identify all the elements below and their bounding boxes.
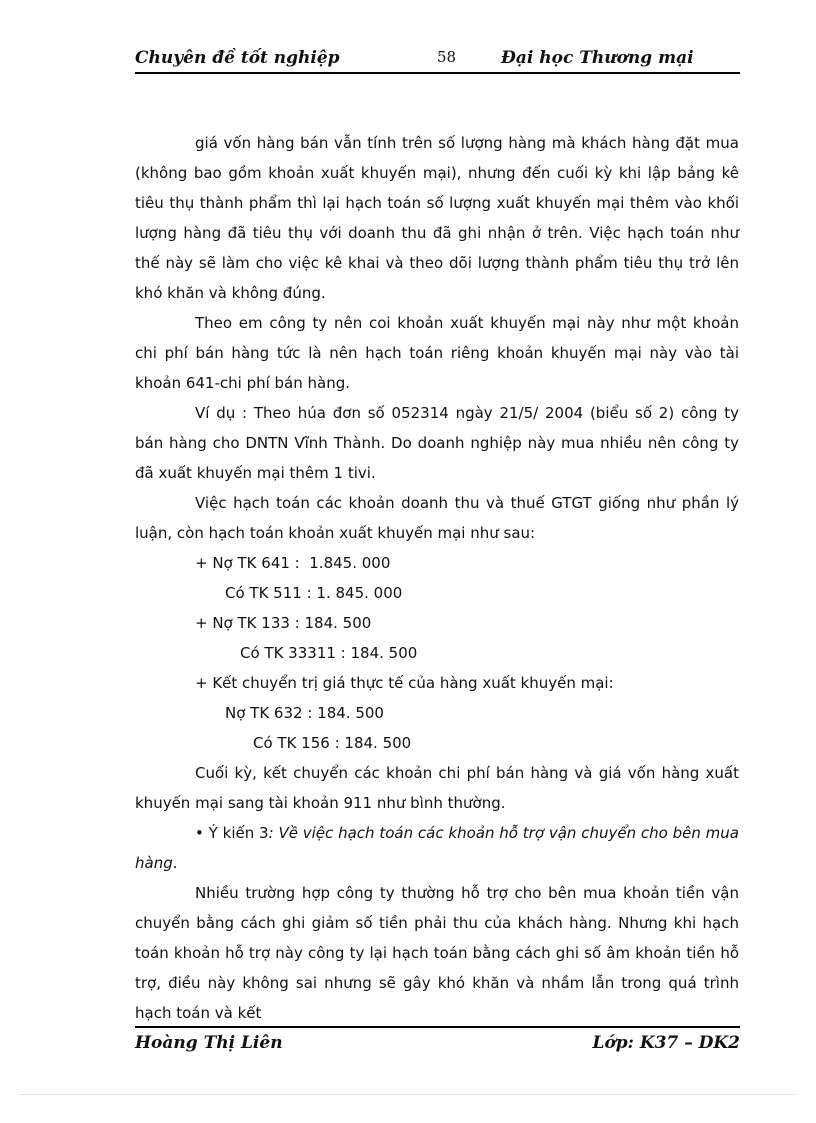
paragraph-1: giá vốn hàng bán vẫn tính trên số lượng hàng mà khách hàng đặt mua (không bao gồm khoản xuất khuyến mại), nhưng đến cuối kỳ khi lập bảng kê tiêu thụ thành phẩm thì lại hạch toán số lượng xuất khuyến mại thêm vào khối lượng hàng đã tiêu thụ với doanh thu đã ghi nhận ở trên. Việc hạch toán như thế này sẽ làm cho việc kê khai và theo dõi lượng thành phẩm tiêu thụ trở lên khó khăn và không đúng. (135, 134, 739, 302)
journal-entry-6: Nợ TK 632 : 184. 500 (225, 704, 384, 722)
opinion-3-heading (135, 818, 739, 878)
journal-entry-5: + Kết chuyển trị giá thực tế của hàng xuất khuyến mại: (195, 674, 614, 692)
page-header (135, 46, 740, 74)
journal-entry-2: Có TK 511 : 1. 845. 000 (225, 584, 403, 602)
paragraph-4: Việc hạch toán các khoản doanh thu và thuế GTGT giống như phần lý luận, còn hạch toán khoản xuất khuyến mại như sau: (135, 494, 739, 542)
header-title-left: Chuyên đề tốt nghiệp (135, 48, 340, 68)
bullet-icon: • (195, 824, 204, 842)
paragraph-3: Ví dụ : Theo húa đơn số 052314 ngày 21/5/ 2004 (biểu số 2) công ty bán hàng cho DNTN Vĩnh Thành. Do doanh nghiệp này mua nhiều nên công ty đã xuất khuyến mại thêm 1 tivi. (135, 404, 739, 482)
page-footer (135, 1026, 740, 1060)
journal-entry-7: Có TK 156 : 184. 500 (253, 734, 412, 752)
opinion-heading-end: . (172, 854, 178, 872)
journal-entry-4: Có TK 33311 : 184. 500 (240, 644, 418, 662)
journal-entry-1: + Nợ TK 641 : 1.845. 000 (195, 554, 391, 572)
body-text (135, 128, 739, 1028)
footer-class: Lớp: K37 – DK2 (592, 1033, 740, 1053)
paragraph-2: Theo em công ty nên coi khoản xuất khuyến mại này như một khoản chi phí bán hàng tức là nên hạch toán riêng khoản khuyến mại này vào tài khoản 641-chi phí bán hàng. (135, 314, 739, 392)
opinion-heading-text: : Về việc hạch toán các khoản hỗ trợ vận chuyển cho bên mua hàng (135, 824, 739, 872)
journal-entry-3: + Nợ TK 133 : 184. 500 (195, 614, 372, 632)
footer-author: Hoàng Thị Liên (135, 1033, 283, 1053)
header-title-right: Đại học Thương mại (501, 48, 694, 68)
opinion-label: Ý kiến 3 (203, 824, 269, 842)
page-edge-divider (20, 1094, 796, 1095)
page-number: 58 (437, 48, 457, 66)
paragraph-6: Nhiều trường hợp công ty thường hỗ trợ cho bên mua khoản tiền vận chuyển bằng cách ghi giảm số tiền phải thu của khách hàng. Nhưng khi hạch toán khoản hỗ trợ này công ty lại hạch toán bằng cách ghi số âm khoản tiền hỗ trợ, điều này không sai nhưng sẽ gây khó khăn và nhầm lẫn trong quá trình hạch toán và kết (135, 884, 739, 1022)
paragraph-5: Cuối kỳ, kết chuyển các khoản chi phí bán hàng và giá vốn hàng xuất khuyến mại sang tài khoản 911 như bình thường. (135, 764, 739, 812)
